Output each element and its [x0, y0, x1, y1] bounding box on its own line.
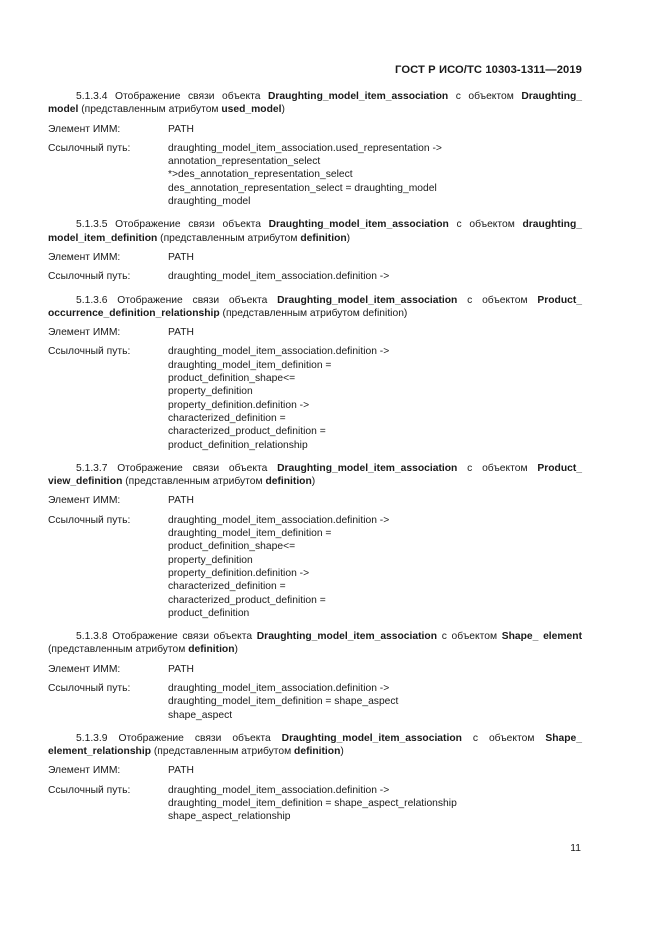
attribute-name: used_model	[221, 104, 282, 116]
reference-path-label: Ссылочный путь:	[48, 346, 131, 358]
reference-path	[168, 270, 582, 283]
reference-path-label: Ссылочный путь:	[48, 142, 131, 154]
path-line: characterized_definition =	[168, 581, 286, 593]
target-entity-name: Shape_ element	[501, 631, 582, 643]
path-line: product_definition	[168, 607, 250, 619]
attribute-name: definition	[294, 746, 341, 758]
mapping-section	[48, 90, 582, 208]
element-row	[48, 494, 582, 507]
reference-path-row	[48, 142, 582, 208]
element-label: Элемент ИММ:	[48, 495, 121, 507]
path-line: property_definition.definition ->	[168, 567, 310, 579]
heading-text: )	[311, 476, 316, 488]
path-line: draughting_model_item_definition = shape_aspect_relationship	[168, 798, 457, 810]
path-line: draughting_model	[168, 196, 251, 208]
entity-name: Draughting_model_item_association	[268, 219, 449, 231]
reference-path	[168, 784, 582, 824]
path-line: characterized_product_definition =	[168, 426, 326, 438]
heading-text: Отображение связи объекта	[117, 294, 278, 306]
element-value: PATH	[168, 663, 194, 675]
mapping-section	[48, 630, 582, 722]
heading-text: )	[346, 232, 351, 244]
heading-text: Отображение связи объекта	[118, 732, 282, 744]
reference-path-row	[48, 682, 582, 722]
path-line: draughting_model_item_definition =	[168, 359, 332, 371]
section-number: 5.1.3.8	[76, 631, 108, 643]
element-value: PATH	[168, 495, 194, 507]
path-line: draughting_model_item_definition =	[168, 528, 332, 540]
heading-text: с объектом	[437, 631, 502, 643]
reference-path-row	[48, 514, 582, 620]
path-line: characterized_definition =	[168, 412, 286, 424]
element-label: Элемент ИММ:	[48, 663, 121, 675]
heading-text: Отображение связи объекта	[112, 631, 257, 643]
heading-text: (представленным атрибутом	[48, 644, 189, 656]
target-entity-name: Product_ view_definition	[48, 462, 582, 488]
section-number: 5.1.3.4	[76, 91, 108, 102]
path-line: draughting_model_item_association.definition ->	[168, 271, 390, 283]
path-line: property_definition	[168, 554, 253, 566]
target-entity-name: Shape_ element_relationship	[48, 732, 582, 758]
element-row	[48, 251, 582, 264]
path-line: draughting_model_item_association.definition ->	[168, 784, 390, 796]
target-entity-name: draughting_ model_item_definition	[48, 219, 582, 244]
heading-text: с объектом	[457, 462, 538, 474]
section-number: 5.1.3.9	[76, 732, 108, 744]
element-value: PATH	[168, 327, 194, 339]
element-label: Элемент ИММ:	[48, 123, 121, 135]
reference-path-row	[48, 345, 582, 451]
path-line: shape_aspect	[168, 709, 233, 721]
heading-text: (представленным атрибутом	[122, 476, 266, 488]
reference-path	[168, 682, 582, 722]
heading-text: Отображение связи объекта	[115, 91, 268, 102]
heading-text: (представленным атрибутом	[157, 232, 301, 244]
reference-path	[168, 345, 582, 451]
attribute-name: definition	[300, 232, 347, 244]
heading-text: )	[340, 746, 344, 758]
entity-name: Draughting_model_item_association	[277, 294, 458, 306]
element-value: PATH	[168, 123, 194, 135]
path-line: des_annotation_representation_select = draughting_model	[168, 182, 437, 194]
mapping-section	[48, 218, 582, 283]
entity-name: Draughting_model_item_association	[277, 462, 458, 474]
attribute-name: definition	[265, 476, 312, 488]
heading-text: с объектом	[448, 91, 522, 102]
entity-name: Draughting_model_item_association	[256, 631, 437, 643]
element-value: PATH	[168, 251, 194, 263]
target-entity-name: Product_ occurrence_definition_relationship	[48, 294, 582, 319]
reference-path-label: Ссылочный путь:	[48, 271, 131, 283]
section-number: 5.1.3.7	[76, 462, 108, 474]
entity-name: Draughting_model_item_association	[281, 732, 462, 744]
section-number: 5.1.3.5	[76, 219, 108, 231]
heading-text: Отображение связи объекта	[115, 219, 269, 231]
reference-path-row	[48, 784, 582, 824]
element-value: PATH	[168, 765, 194, 777]
heading-text: с объектом	[448, 219, 523, 231]
target-entity-name: Draughting_ model	[48, 91, 582, 116]
element-row	[48, 764, 582, 777]
mapping-section	[48, 732, 582, 824]
document-header: ГОСТ Р ИСО/ТС 10303-1311—2019	[395, 64, 582, 76]
path-line: draughting_model_item_association.definition ->	[168, 682, 390, 694]
reference-path-label: Ссылочный путь:	[48, 514, 131, 526]
path-line: product_definition_relationship	[168, 439, 308, 451]
entity-name: Draughting_model_item_association	[267, 91, 449, 102]
reference-path-row	[48, 270, 582, 283]
document-body	[48, 90, 582, 834]
element-label: Элемент ИММ:	[48, 251, 121, 263]
heading-text: )	[281, 104, 285, 116]
element-row	[48, 326, 582, 339]
section-heading	[48, 294, 582, 321]
section-heading	[48, 90, 582, 117]
path-line: characterized_product_definition =	[168, 594, 326, 606]
section-heading	[48, 630, 582, 657]
page-number: 11	[570, 843, 581, 854]
path-line: annotation_representation_select	[168, 156, 321, 168]
heading-text: (представленным атрибутом	[78, 104, 222, 116]
element-label: Элемент ИММ:	[48, 327, 121, 339]
path-line: property_definition	[168, 386, 253, 398]
reference-path	[168, 142, 582, 208]
heading-text: (представленным атрибутом	[151, 746, 295, 758]
path-line: *>des_annotation_representation_select	[168, 169, 353, 181]
attribute-name: definition	[362, 307, 404, 319]
reference-path	[168, 514, 582, 620]
reference-path-label: Ссылочный путь:	[48, 784, 131, 796]
heading-text: Отображение связи объекта	[117, 462, 278, 474]
reference-path-label: Ссылочный путь:	[48, 682, 131, 694]
path-line: product_definition_shape<=	[168, 373, 296, 385]
heading-text: с объектом	[461, 732, 546, 744]
attribute-name: definition	[188, 644, 235, 656]
heading-text: (представленным атрибутом	[219, 307, 363, 319]
path-line: product_definition_shape<=	[168, 541, 296, 553]
element-label: Элемент ИММ:	[48, 765, 121, 777]
mapping-section	[48, 462, 582, 620]
element-row	[48, 663, 582, 676]
path-line: property_definition.definition ->	[168, 399, 310, 411]
section-heading	[48, 732, 582, 759]
heading-text: )	[403, 307, 408, 319]
section-number: 5.1.3.6	[76, 294, 108, 306]
path-line: shape_aspect_relationship	[168, 811, 291, 823]
path-line: draughting_model_item_association.used_representation ->	[168, 142, 442, 154]
section-heading	[48, 462, 582, 489]
section-heading	[48, 218, 582, 245]
element-row	[48, 123, 582, 136]
path-line: draughting_model_item_definition = shape_aspect	[168, 696, 399, 708]
path-line: draughting_model_item_association.definition ->	[168, 346, 390, 358]
heading-text: с объектом	[457, 294, 538, 306]
mapping-section	[48, 294, 582, 452]
path-line: draughting_model_item_association.definition ->	[168, 514, 390, 526]
heading-text: )	[234, 644, 238, 656]
